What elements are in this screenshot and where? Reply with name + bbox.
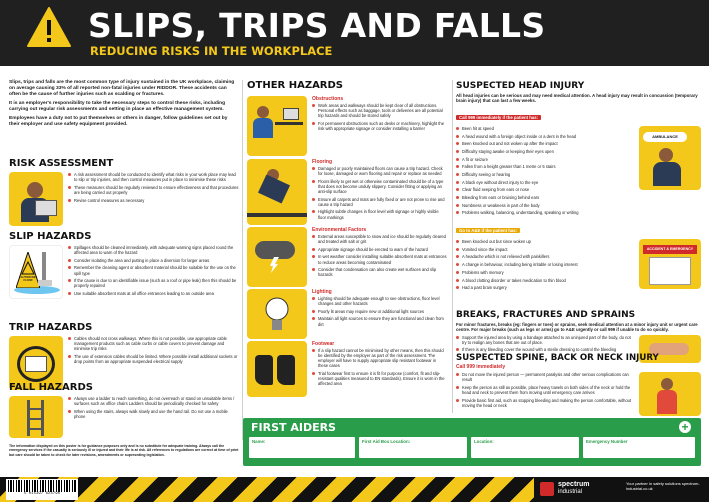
page-subtitle: REDUCING RISKS IN THE WORKPLACE — [90, 44, 333, 58]
intro-p2: It is an employer's responsibility to take the necessary steps to control these risks, including carrying out regular risk assessments and setting in place an effective management system. — [9, 101, 226, 112]
trip-item-1: Cables should not cross walkways. Where this is not possible, use appropriate cable management products such as cable curbs or cable covers to prevent damage and minimise trip risks — [68, 336, 239, 351]
risk-assessment-title: RISK ASSESSMENT — [9, 158, 114, 169]
first-aid-box-location-field[interactable]: First Aid Box Location: — [359, 437, 467, 458]
slip-item-2: Consider isolating the area and putting in place a diversion for larger areas — [68, 258, 239, 263]
env-item-1: External areas susceptible to snow and ice should be regularly cleared and treated with salt or grit — [312, 234, 447, 244]
head-call-item-4: Difficulty staying awake or keeping their eyes open — [456, 149, 634, 154]
lighting-item-1: Lighting should be adequate enough to see obstructions, floor level changes and other hazards — [312, 296, 447, 306]
wet-floor-sign-icon — [16, 252, 40, 288]
wet-floor-illustration — [9, 245, 63, 299]
head-call-item-1: Been hit at speed — [456, 126, 634, 131]
flooring-item-4: Highlight subtle changes in floor level with signage or highly visible floor markings — [312, 209, 447, 219]
slip-hazards-section — [9, 231, 239, 299]
head-ae-item-4: A change in behaviour, including being irritable or losing interest — [456, 262, 634, 267]
slip-item-3: Remember the cleaning agent or absorbent material should be suitable for the use on the spill type — [68, 265, 239, 275]
environmental-title: Environmental Factors — [312, 227, 367, 233]
risk-assessor-illustration — [9, 172, 63, 226]
brand-footer — [534, 477, 709, 502]
head-call-item-5: A fit or seizure — [456, 157, 634, 162]
spine-item-2: Keep the person as still as possible, place heavy towels on both sides of the neck or hold the head and neck to prevent them from moving until emergency care arrives — [456, 385, 634, 395]
head-ae-item-6: A blood clotting disorder or takes medication to thin blood — [456, 278, 634, 283]
obstructions-title: Obstructions — [312, 96, 344, 102]
head-ae-item-1: Been knocked out but since woken up — [456, 239, 634, 244]
ambulance-illustration — [639, 126, 701, 190]
location-field[interactable]: Location: — [471, 437, 579, 458]
fall-item-1: Always use a ladder to reach something, do not overreach or stand on unsuitable items / surfaces such as office chairs Ladders should be periodically checked for safety — [68, 396, 239, 406]
ladder-illustration — [9, 396, 63, 438]
intro-p3: Employees have a duty not to put themselves or others in danger, follow guidelines set out by their employer and use safety equipment provided. — [9, 116, 228, 127]
breaks-item-1: Support the injured area by using a bandage attached to an uninjured part of the body, do not try to realign any bones that are out of place. — [456, 335, 634, 345]
disclaimer: The information displayed on this poster is for guidance purposes only and is no substitute for adequate training. Always call the emergency services if the casualty is seriously ill or injured and their life is at risk. All references to regulations are correct at time of print but care should be taken to check for later revisions, amendments or superseding legislation. — [9, 444, 239, 457]
column-divider-2 — [452, 80, 453, 413]
footwear-item-1: If a slip hazard cannot be minimised by other means, then this should be identified by the employer as part of the risk assessment. The employer will have to supply appropriate slip resistant footwear in these cases — [312, 348, 447, 368]
head-call-item-9: Clear fluid seeping from ears or nose — [456, 187, 634, 192]
slip-item-4: If the cause is due to an identifiable issue (such as a roof or pipe leak) then this should be properly repaired — [68, 278, 239, 288]
head-call-item-3: Been knocked out and not woken up after the impact — [456, 141, 634, 146]
spine-section — [456, 352, 701, 416]
env-item-2: Appropriate signage should be erected to warn of the hazard — [312, 247, 447, 252]
risk-item-1: A risk assessment should be conducted to identify what risks in your work place may lead to slip or trip injuries, and then control measures put in place to minimise these risks — [68, 172, 239, 182]
first-aiders-panel — [243, 418, 701, 466]
footwear-item-2: Trial footwear first to ensure it is fit for purpose (comfort, fit and slip-resistant qualities measured to EN standards). Ensure it is worn in the affected area — [312, 371, 447, 386]
risk-assessment-section — [9, 158, 239, 226]
header — [0, 0, 709, 66]
ae-label: Go to A&E if the patient has: — [456, 228, 520, 233]
head-call-item-7: Difficulty seeing or hearing — [456, 172, 634, 177]
risk-item-2: These measures should be regularly reviewed to ensure effectiveness and that procedures are being carried out properly — [68, 185, 239, 195]
spine-title: SUSPECTED SPINE, BACK OR NECK INJURY — [456, 353, 659, 363]
env-item-3: In wet weather consider installing suitable absorbent mats at entrances to reduce areas becoming contaminated — [312, 254, 447, 264]
barcode — [6, 479, 78, 500]
brand-name-1: spectrum — [558, 481, 590, 488]
first-aiders-title: FIRST AIDERS — [251, 421, 336, 434]
spine-item-3: Provide basic first aid, such as stopping bleeding and making the person comfortable, without moving the head or neck — [456, 398, 634, 408]
ambulance-speech: AMBULANCE — [643, 132, 687, 142]
emergency-number-field[interactable]: Emergency Number — [583, 437, 695, 458]
name-field[interactable]: Name: — [249, 437, 355, 458]
flooring-item-2: Floors likely to get wet or otherwise contaminated should be of a type that does not become unduly slippery. Consider fitting or applying an anti-slip surface — [312, 179, 447, 194]
fall-hazards-title: FALL HAZARDS — [9, 382, 93, 393]
intro — [9, 80, 237, 131]
back-pain-illustration — [639, 372, 701, 416]
risk-item-3: Revise control measures as necessary — [68, 198, 239, 203]
trip-hazards-section — [9, 322, 239, 390]
hospital-illustration — [639, 239, 701, 289]
lighting-title: Lighting — [312, 289, 332, 295]
trip-item-2: The use of extension cables should be limited. Where possible install additional sockets or drop points from an appropriate suspended electrical supply — [68, 354, 239, 364]
obstruction-item-1: Work areas and walkways should be kept clear of all obstructions. Personal effects such as baggage, tools or deliveries are all potential trip hazards and should be stored safely — [312, 103, 447, 118]
page-title: SLIPS, TRIPS AND FALLS — [88, 6, 546, 45]
head-injury-intro: All head injuries can be serious and may need medical attention. A head injury may result in concussion (temporary brain injury) that can last a few weeks. — [456, 93, 698, 104]
spectrum-logo-icon — [540, 482, 554, 496]
barcode-number: 5 015397 624790 — [23, 492, 60, 496]
wet-floor-sign-text: CAUTION WET FLOOR — [18, 276, 38, 282]
trip-fall-illustration — [247, 159, 307, 225]
head-injury-section — [456, 80, 701, 293]
trip-hazards-title: TRIP HAZARDS — [9, 322, 93, 333]
lighting-item-2: Poorly lit areas may require new or additional light sources — [312, 309, 447, 314]
fall-hazards-section — [9, 382, 239, 438]
other-hazards-title: OTHER HAZARDS — [247, 80, 344, 91]
head-call-item-12: Problems walking, balancing, understanding, speaking or writing — [456, 210, 634, 215]
head-ae-item-5: Problems with memory — [456, 270, 634, 275]
slip-hazards-title: SLIP HAZARDS — [9, 231, 92, 242]
flooring-title: Flooring — [312, 159, 332, 165]
lightbulb-illustration — [247, 289, 307, 339]
brand-tagline: Your partner in safety solutions spectrum-industrial.co.uk — [626, 481, 700, 491]
footwear-title: Footwear — [312, 341, 335, 347]
lightbulb-icon — [265, 295, 289, 333]
slip-item-1: Spillages should be cleaned immediately, with adequate warning signs placed round the affected area to warn of the hazard — [68, 245, 239, 255]
spine-item-1: Do not move the injured person — permanent paralysis and other serious complications can result — [456, 372, 634, 382]
breaks-item-2: If there is any bleeding cover the wound with a sterile dressing to control the bleeding — [456, 347, 634, 352]
head-call-item-6: Fallen from a height greater than 1 metre or 5 stairs — [456, 164, 634, 169]
head-call-item-10: Bleeding from ears or bruising behind ears — [456, 195, 634, 200]
call-999-label: Call 999 immediately if the patient has: — [456, 115, 541, 120]
head-call-item-11: Numbness or weakness in part of the body — [456, 203, 634, 208]
flooring-item-3: Ensure all carpets and mats are fully fixed or are not prone to rise and cause a trip hazard — [312, 197, 447, 207]
head-call-item-2: A head wound with a foreign object inside or a dent in the head — [456, 134, 634, 139]
boots-illustration — [247, 341, 307, 397]
first-aid-cross-icon: + — [679, 421, 691, 433]
barcode-bars — [8, 480, 76, 492]
breaks-intro: For minor fractures, breaks (eg: fingers or toes) or sprains, seek medical attention at a minor injury unit or urgent care centre. For major breaks (such as legs or arms) go to A&E urgently or call 999 if unable to do so quickly. — [456, 322, 698, 333]
head-ae-item-2: Vomited since the impact — [456, 247, 634, 252]
lighting-item-3: Maintain all light sources to ensure they are functional and clean from dirt — [312, 316, 447, 326]
flooring-item-1: Damaged or poorly maintained floors can cause a trip hazard. Check for loose, damaged or worn flooring and repair or replace as needed — [312, 166, 447, 176]
env-item-4: Consider that condensation can also create wet surfaces and slip hazards — [312, 267, 447, 277]
slip-item-5: Use suitable absorbent mats at all office entrances leading to an outside area — [68, 291, 239, 296]
spine-call-label: Call 999 immediately — [456, 364, 506, 370]
other-hazards-section — [247, 80, 447, 397]
breaks-title: BREAKS, FRACTURES AND SPRAINS — [456, 310, 636, 320]
head-ae-item-7: Had a past brain surgery — [456, 285, 634, 290]
head-injury-title: SUSPECTED HEAD INJURY — [456, 81, 585, 91]
head-ae-item-3: A headache which is not relieved with painkillers — [456, 254, 634, 259]
brand-name-2: industrial — [558, 489, 583, 495]
lightning-icon — [269, 257, 279, 273]
intro-p1: Slips, trips and falls are the most common type of injury sustained in the UK workplace, claiming on average causing 33% of all reported non-fatal injuries under RIDDOR. These accidents can often be the cause of further injuries such as scalding or fractures. — [9, 80, 235, 97]
warning-triangle-icon — [26, 6, 72, 48]
weather-illustration — [247, 227, 307, 287]
column-divider — [242, 80, 243, 440]
fall-item-2: When using the stairs, always walk slowly and use the hand rail. Do not use a mobile phone — [68, 409, 239, 419]
obstruction-illustration — [247, 96, 307, 156]
obstruction-item-2: For permanent obstructions such as desks or machinery, highlight the risk with appropriate signage or consider installing a barrier — [312, 121, 447, 131]
head-call-item-8: A black eye without direct injury to the eye — [456, 180, 634, 185]
ae-sign: ACCIDENT & EMERGENCY — [643, 245, 697, 254]
